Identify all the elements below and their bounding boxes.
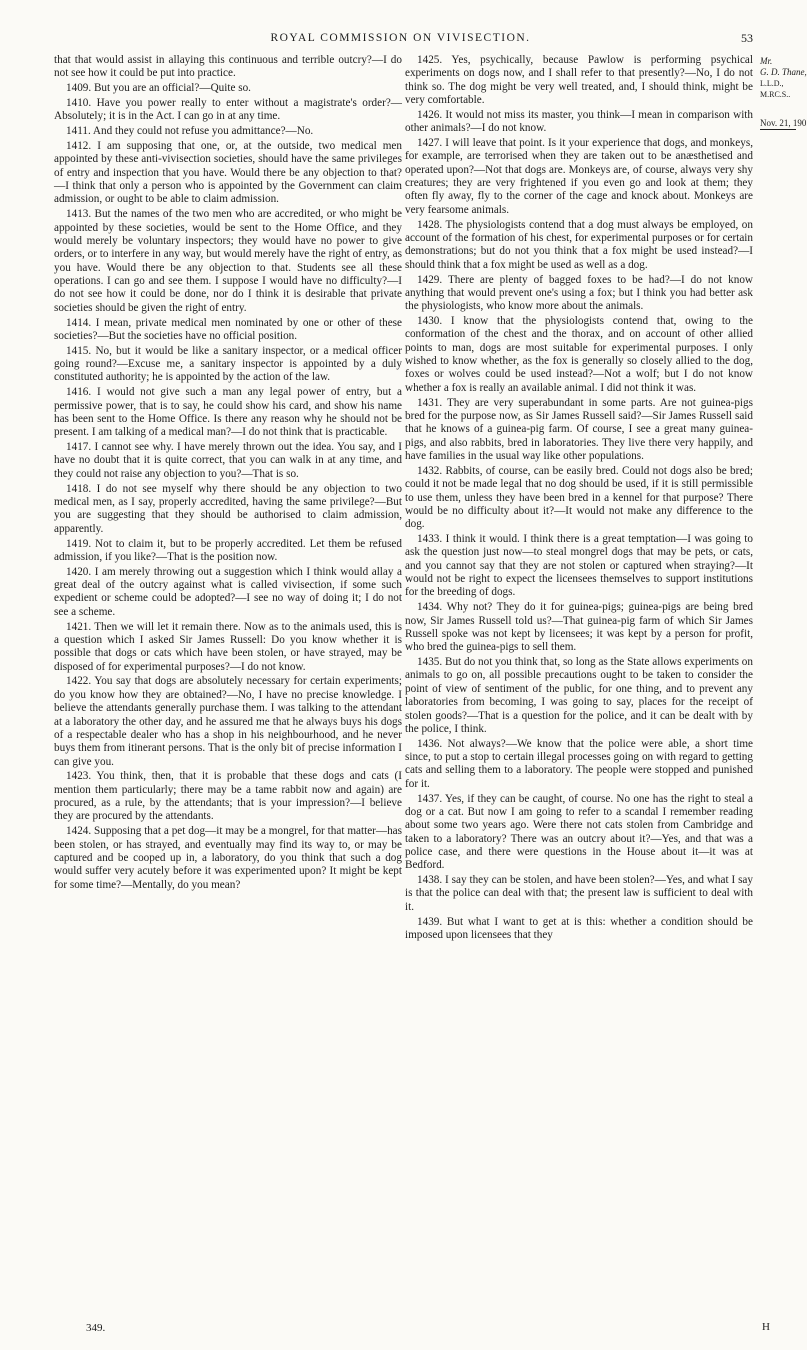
testimony-paragraph: 1431. They are very superabundant in some parts. Are not guinea-pigs bred for the purpose now, as Sir James Russell said?—Sir James Russell said that he knows of a guinea-pig farm. Of course, I see a great many guinea-pigs, and also rabbits, bred in laboratories. They live there very happily, and have families in the usual way like other populations. <box>405 396 753 462</box>
folio-mark: 349. <box>86 1322 106 1334</box>
testimony-paragraph: 1432. Rabbits, of course, can be easily bred. Could not dogs also be bred; could it not be made legal that no dog should be used, if it is still permissible to use them, unless they have been bred in a kennel for that purpose? There would be no difficulty about it?—It would not make any difference to the dog. <box>405 464 753 531</box>
testimony-paragraph: 1409. But you are an official?—Quite so. <box>66 82 251 95</box>
margin-note-name: G. D. Thane, <box>760 67 807 77</box>
testimony-paragraph: 1413. But the names of the two men who are accredited, or who might be appointed by these societies, would be sent to the Home Office, and they would merely be voluntary inspectors; they would have no power to give orders, or to interfere in any way, but would merely have the right of entry, as you have. Would there be any objection to that. Students see all these operations. I can go and see them. I suppose I would have no difficulty?—I do not see how it could be done, nor do I think it is desirable that private societies should be given the right of entry. <box>54 208 402 314</box>
margin-note-degree: M.RC.S.. <box>760 90 791 99</box>
testimony-paragraph: 1411. And they could not refuse you admittance?—No. <box>66 125 314 138</box>
testimony-paragraph: 1410. Have you power really to enter without a magistrate's order?—Absolutely; it is in the Act. I can go in at any time. <box>54 97 402 123</box>
left-column <box>54 54 402 893</box>
page-number: 53 <box>741 31 753 45</box>
testimony-paragraph: 1430. I know that the physiologists contend that, owing to the conformation of the chest and the thorax, and on account of other allied points to man, dogs are most suitable for experimental purposes. I only wished to know whether, as the fox is generally so closely allied to the dog, foxes or wolves could be used instead?—Not a wolf; but I do not know whether a fox is really an available animal. I did not think it was. <box>405 315 753 394</box>
testimony-paragraph: 1436. Not always?—We know that the police were able, a short time since, to put a stop to certain illegal processes going on with regard to getting cats and selling them to a laboratory. The people were stopped and punished for it. <box>405 737 753 790</box>
signature-mark: H <box>762 1321 770 1333</box>
testimony-paragraph: 1433. I think it would. I think there is a great temptation—I was going to ask the question just now—to steal mongrel dogs that may be pets, or cats, and you cannot say that they are not stolen or captured when straying?—It would not be right to expect the licensees themselves to support institutions for the breeding of dogs. <box>405 533 753 599</box>
testimony-paragraph: 1429. There are plenty of bagged foxes to be had?—I do not know anything that would prevent one's using a fox; but I think you had better ask the physiologists, who know more about the animals. <box>405 273 753 313</box>
testimony-paragraph: 1424. Supposing that a pet dog—it may be a mongrel, for that matter—has been stolen, or has strayed, and eventually may find its way to, or may be captured and be cooped up in, a laboratory, do you think that such a dog would suffer very acutely before it was experimented upon? It might be kept for some time?—Mentally, do you mean? <box>54 825 402 891</box>
testimony-paragraph: 1423. You think, then, that it is probable that these dogs and cats (I mention them particularly; there may be a tame rabbit now and again) are procured, as a rule, by the attendants; that is your impression?—I believe they are procured by the attendants. <box>54 770 402 823</box>
testimony-paragraph: 1414. I mean, private medical men nominated by one or other of these societies?—But the societies have no official position. <box>54 316 402 342</box>
testimony-paragraph: 1434. Why not? They do it for guinea-pigs; guinea-pigs are being bred now, Sir James Russell told us?—That guinea-pig farm of which Sir James Russell spoke was not kept by licensees; it was kept by a person for profit, who bred the guinea-pigs to sell them. <box>405 601 753 654</box>
testimony-paragraph: 1435. But do not you think that, so long as the State allows experiments on animals to go on, all possible precautions ought to be taken to consider the point of view of sentiment of the public, for one thing, and to prevent any laboratories from becoming, I was going to say, places for the receipt of stolen goods?—That is a question for the police, and it can be dealt with by the police, I think. <box>405 656 753 735</box>
margin-note-degree: L.L.D., <box>760 79 784 88</box>
running-title: ROYAL COMMISSION ON VIVISECTION. <box>270 32 531 44</box>
testimony-paragraph: 1412. I am supposing that one, or, at the outside, two medical men appointed by these anti-vivisection societies, should have the same privileges of entry and inspection that you have. Would there be any objection to that?—I think that only a person who is appointed by the Government can claim admission, or ought to be able to claim admission. <box>54 140 402 206</box>
margin-note <box>760 56 807 130</box>
testimony-paragraph: 1439. But what I want to get at is this: whether a condition should be imposed upon licensees that they <box>405 915 753 941</box>
testimony-paragraph: 1415. No, but it would be like a sanitary inspector, or a medical officer going round?—Excuse me, a sanitary inspector is appointed by a duly constituted authority; he is appointed by the action of the law. <box>54 344 402 384</box>
right-column <box>405 54 753 944</box>
testimony-paragraph: 1420. I am merely throwing out a suggestion which I think would allay a great deal of the outcry against what is called vivisection, if some such expedient or scheme could be adopted?—I see no way of doing it; I do not see a scheme. <box>54 565 402 618</box>
testimony-paragraph: 1421. Then we will let it remain there. Now as to the animals used, this is a question which I asked Sir James Russell: Do you know whether it is possible that dogs or cats which have been stolen, or have strayed, may be disposed of for experimental purposes?—I do not know. <box>54 620 402 673</box>
margin-note-title: Mr. <box>760 56 773 66</box>
testimony-paragraph: 1437. Yes, if they can be caught, of course. No one has the right to steal a dog or a cat. But now I am going to refer to a scandal I remember reading about some two years ago. Were there not cats stolen from Cambridge and taken to a laboratory? There was an outcry about it?—Yes, and that was a police case, and there were questions in the House about it—it was at Bedford. <box>405 792 753 872</box>
testimony-paragraph: 1428. The physiologists contend that a dog must always be employed, on account of the formation of his chest, for experimental purposes or for certain demonstrations; but do not you think that a fox might be used instead?—I should think that a fox might be used as well as a dog. <box>405 218 753 271</box>
testimony-paragraph: 1427. I will leave that point. Is it your experience that dogs, and monkeys, for example, are terrorised when they are taken out to be anæsthetised and operated upon?—Not that dogs are. Monkeys are, of course, always very shy creatures; they are very frightened if you even go and look at them; they often fly away, fly to the corner of the cage and knock about. Monkeys are very fearsome animals. <box>405 137 753 216</box>
testimony-paragraph: 1438. I say they can be stolen, and have been stolen?—Yes, and what I say is that the police can deal with that; the present law is sufficient to deal with it. <box>405 874 753 913</box>
testimony-paragraph: 1426. It would not miss its master, you think—I mean in comparison with other animals?—I do not know. <box>405 108 753 135</box>
margin-note-date: Nov. 21, 190 <box>760 118 807 128</box>
testimony-paragraph: 1419. Not to claim it, but to be properly accredited. Let them be refused admission, if you like?—That is the position now. <box>54 537 402 563</box>
testimony-paragraph: 1416. I would not give such a man any legal power of entry, but a permissive power, that is to say, he could show his card, and show his name has been sent to the Home Office. Is there any reason why he should not be present. I am talking of a medical man?—I do not think that is practicable. <box>54 386 402 439</box>
testimony-paragraph: that that would assist in allaying this continuous and terrible outcry?—I do not see how it could be put into practice. <box>54 54 402 80</box>
testimony-paragraph: 1422. You say that dogs are absolutely necessary for certain experiments; do you know how they are obtained?—No, I have no precise knowledge. I believe the attendants generally purchase them. I was talking to the attendant at a laboratory the other day, and he assured me that he always buys his dogs of a respectable dealer who has a shop in his neighbourhood, and he never buys them from itinerant persons. That is the only bit of precise information I can give you. <box>54 675 402 768</box>
testimony-paragraph: 1417. I cannot see why. I have merely thrown out the idea. You say, and I have no doubt that it is quite correct, that you can walk in at any time, and they could not raise any objection to you?—That is so. <box>54 441 402 480</box>
testimony-paragraph: 1425. Yes, psychically, because Pawlow is performing psychical experiments on dogs now, and I shall refer to that presently?—No, I do not think so. The dog might be very well treated, and, I should think, might be very comfortable. <box>405 54 753 107</box>
testimony-paragraph: 1418. I do not see myself why there should be any objection to two medical men, as I say, properly accredited, having the same privilege?—But you are suggesting that they should be authorised to claim admission, apparently. <box>54 482 402 535</box>
